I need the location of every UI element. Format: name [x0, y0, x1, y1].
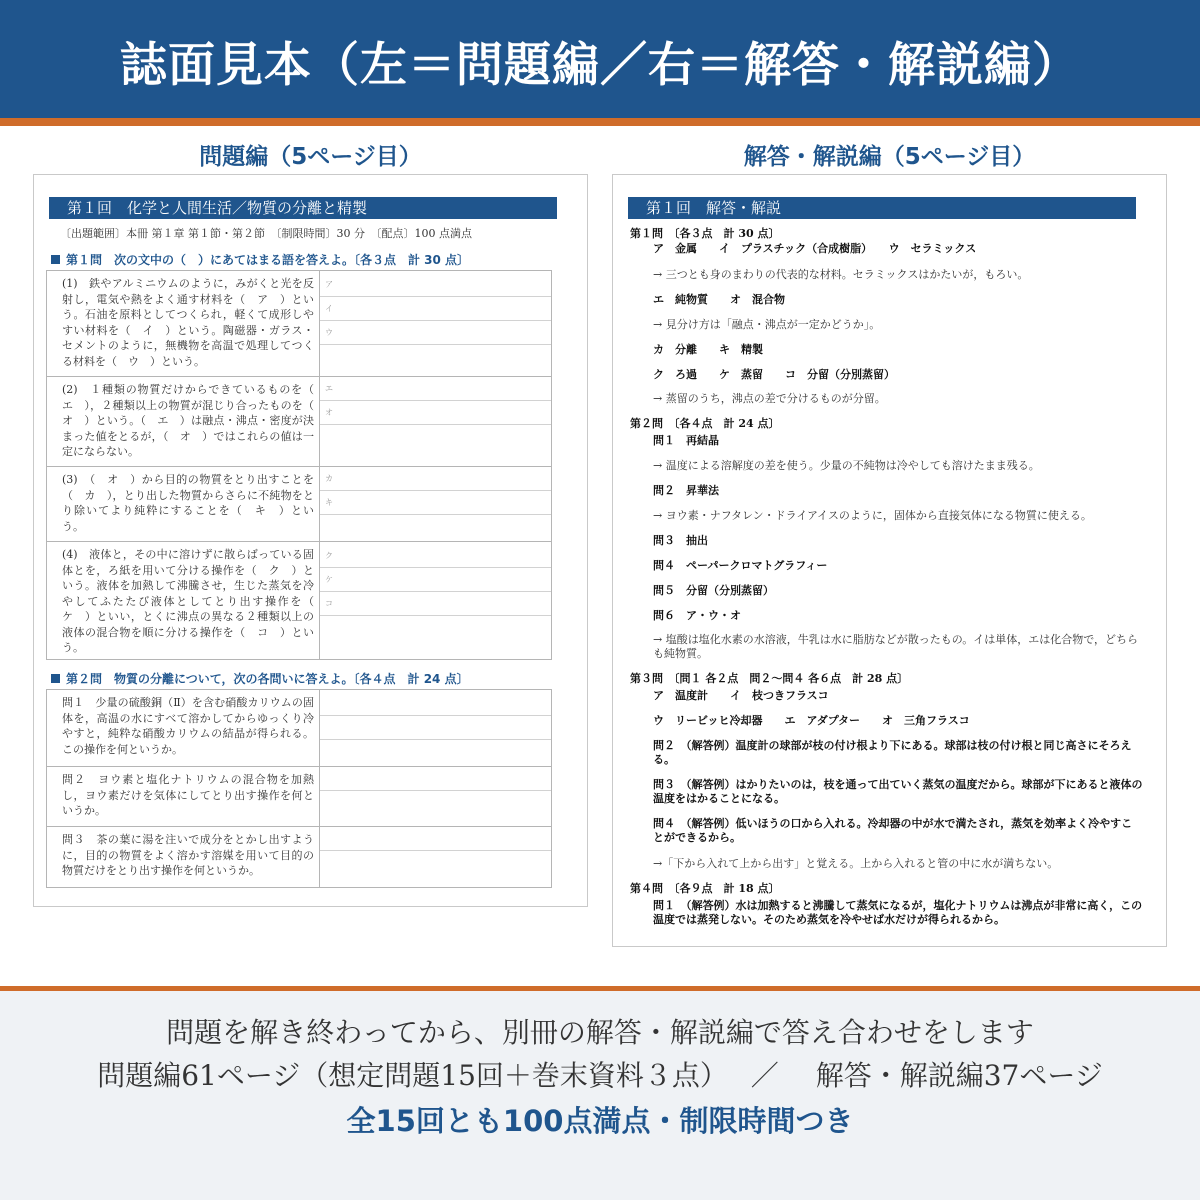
- answer-key-line: 問６ ア・ウ・オ: [653, 609, 741, 622]
- exam-range-info: 〔出題範囲〕本冊 第１章 第１節・第２節 〔制限時間〕30 分 〔配点〕100 点満点: [60, 227, 472, 240]
- answer-key-line: ア 温度計 イ 枝つきフラスコ: [653, 689, 829, 702]
- answer-key-line: 問３ 抽出: [653, 534, 708, 547]
- question-row: [47, 690, 551, 766]
- section1-heading: [51, 251, 469, 268]
- explanation-line: → 塩酸は塩化水素の水溶液，牛乳は水に脂肪などが散ったもの。イは単体，エは化合物で，どちらも純物質。: [653, 633, 1139, 660]
- question-text: 問３ 茶の葉に湯を注いで成分をとかし出すように，目的の物質をよく溶かす溶媒を用いて目的の物質だけをとり出す操作を何というか。: [47, 827, 320, 887]
- square-bullet-icon: [51, 674, 60, 683]
- answer-key-line: エ 純物質 オ 混合物: [653, 293, 785, 306]
- answer-line: [320, 767, 551, 791]
- answer-label: ケ: [325, 575, 333, 584]
- answer-label: カ: [325, 474, 333, 483]
- answer-section-heading: 第１問 〔各３点 計 30 点〕: [630, 227, 780, 240]
- answer-section-heading: 第３問 〔問１ 各２点 問２〜問４ 各６点 計 28 点〕: [630, 672, 909, 685]
- question-text: (2) １種類の物質だけからできているものを（ エ ），２種類以上の物質が混じり合ったものを（ オ ）という。（ エ ）は融点・沸点・密度が決まった値をとるが，（ オ ）ではこれらの値は一定にならない。: [47, 377, 320, 466]
- section2-heading: [51, 670, 469, 687]
- header-accent-rule: [0, 118, 1200, 126]
- answer-line: [320, 321, 551, 345]
- answer-key-line: 問２ 昇華法: [653, 484, 719, 497]
- section2-heading-text: 第２問 物質の分離について，次の各問いに答えよ。〔各４点 計 24 点〕: [66, 672, 469, 686]
- answer-line: [320, 377, 551, 401]
- question-row: [47, 271, 551, 376]
- answer-key-line: ク ろ過 ケ 蒸留 コ 分留（分別蒸留）: [653, 368, 895, 381]
- explanation-line: 問４ （解答例）低いほうの口から入れる。冷却器の中が水で満たされ，蒸気を効率よく冷やすことができるから。: [653, 817, 1133, 844]
- explanation-line: → ヨウ素・ナフタレン・ドライアイスのように，固体から直接気体になる物質に使える。: [653, 509, 1092, 522]
- explanation-line: → 見分け方は「融点・沸点が一定かどうか」。: [653, 318, 881, 331]
- answer-label: ア: [325, 280, 333, 289]
- answer-area: [320, 271, 551, 376]
- explanation-line: 問３ （解答例）はかりたいのは，枝を通って出ていく蒸気の温度だから。球部が下にあると液体の温度をはかることになる。: [653, 778, 1143, 805]
- answer-area: [320, 827, 551, 887]
- answer-key-line: 問５ 分留（分別蒸留）: [653, 584, 774, 597]
- footer-band: [0, 991, 1200, 1200]
- answer-line: [320, 273, 551, 297]
- question-row: [47, 466, 551, 541]
- answer-line: [320, 827, 551, 851]
- answer-label: ク: [325, 551, 333, 560]
- answer-key-line: カ 分離 キ 精製: [653, 343, 763, 356]
- footer-line-page-counts: 問題編61ページ（想定問題15回＋巻末資料３点） ／ 解答・解説編37ページ: [97, 1059, 1103, 1092]
- section1-question-table: [46, 270, 552, 660]
- section2-question-table: [46, 689, 552, 888]
- answer-label: エ: [325, 384, 333, 393]
- explanation-line: → 蒸留のうち，沸点の差で分けるものが分留。: [653, 392, 886, 405]
- answer-label: キ: [325, 498, 333, 507]
- explanation-line: 問２ （解答例）温度計の球部が枝の付け根より下にある。球部は枝の付け根と同じ高さにそろえる。: [653, 739, 1132, 766]
- explanation-line: 問１ （解答例）水は加熱すると沸騰して蒸気になるが，塩化ナトリウムは沸点が非常に高く，この温度では蒸発しない。そのため蒸気を冷やせば水だけが得られるから。: [653, 899, 1143, 926]
- answer-line: [320, 297, 551, 321]
- answer-label: コ: [325, 599, 333, 608]
- answer-line: [320, 592, 551, 616]
- question-text: (3) （ オ ）から目的の物質をとり出すことを（ カ ），とり出した物質からさらに不純物をとり除いてより純粋にすることを（ キ ）という。: [47, 467, 320, 541]
- question-row: [47, 541, 551, 659]
- question-text: 問１ 少量の硫酸銅（Ⅱ）を含む硝酸カリウムの固体を，高温の水にすべて溶かしてからゆっくり冷やすと，純粋な硝酸カリウムの結晶が得られる。この操作を何というか。: [47, 690, 320, 766]
- answer-key-line: ア 金属 イ プラスチック（合成樹脂） ウ セラミックス: [653, 242, 977, 255]
- round-title-bar: 第１回 化学と人間生活／物質の分離と精製: [49, 197, 557, 219]
- answer-line: [320, 692, 551, 716]
- question-text: (1) 鉄やアルミニウムのように，みがくと光を反射し，電気や熱をよく通す材料を（ ア ）という。石油を原料としてつくられ，軽くて成形しやすい材料を（ イ ）という。陶磁器・ガラス・セメントのように，無機物を高温で処理してつくる材料を（ ウ ）という。: [47, 271, 320, 376]
- answer-area: [320, 377, 551, 466]
- footer-line-instructions: 問題を解き終わってから、別冊の解答・解説編で答え合わせをします: [166, 1016, 1034, 1049]
- answer-line: [320, 544, 551, 568]
- question-row: [47, 376, 551, 466]
- answer-key-line: 問４ ペーパークロマトグラフィー: [653, 559, 828, 572]
- answer-page-sample: [612, 174, 1167, 947]
- answer-line: [320, 467, 551, 491]
- answer-key-line: ウ リービッヒ冷却器 エ アダプター オ 三角フラスコ: [653, 714, 970, 727]
- answer-area: [320, 767, 551, 826]
- answer-label: ウ: [325, 328, 333, 337]
- page-title: 誌面見本（左＝問題編／右＝解答・解説編）: [120, 38, 1080, 93]
- top-header: [0, 0, 1200, 118]
- left-panel-title: 問題編（5ページ目）: [199, 144, 422, 170]
- answer-section-heading: 第４問 〔各９点 計 18 点〕: [630, 882, 780, 895]
- answer-key-line: 問１ 再結晶: [653, 434, 719, 447]
- section1-heading-text: 第１問 次の文中の（ ）にあてはまる語を答えよ。〔各３点 計 30 点〕: [66, 253, 470, 267]
- explanation-line: → 温度による溶解度の差を使う。少量の不純物は冷やしても溶けたまま残る。: [653, 459, 1040, 472]
- question-text: 問２ ヨウ素と塩化ナトリウムの混合物を加熱し，ヨウ素だけを気体にしてとり出す操作を何というか。: [47, 767, 320, 826]
- round-title-bar: 第１回 解答・解説: [628, 197, 1136, 219]
- explanation-line: → 三つとも身のまわりの代表的な材料。セラミックスはかたいが，もろい。: [653, 268, 1029, 281]
- answer-label: イ: [325, 304, 333, 313]
- square-bullet-icon: [51, 255, 60, 264]
- question-text: (4) 液体と，その中に溶けずに散らばっている固体とを，ろ紙を用いて分ける操作を（ ク ）という。液体を加熱して沸騰させ，生じた蒸気を冷やしてふたたび液体としてとり出す操作を（ ケ ）といい，とくに沸点の異なる２種類以上の液体の混合物を順に分ける操作を（ コ ）という。: [47, 542, 320, 659]
- answer-line: [320, 401, 551, 425]
- answer-area: [320, 690, 551, 766]
- answer-area: [320, 542, 551, 659]
- answer-line: [320, 716, 551, 740]
- answer-section-heading: 第２問 〔各４点 計 24 点〕: [630, 417, 780, 430]
- question-page-sample: [33, 174, 588, 907]
- answer-line: [320, 491, 551, 515]
- right-panel-title: 解答・解説編（5ページ目）: [743, 144, 1036, 170]
- answer-label: オ: [325, 408, 333, 417]
- answer-area: [320, 467, 551, 541]
- footer-line-highlight: 全15回とも100点満点・制限時間つき: [346, 1104, 854, 1138]
- question-row: [47, 766, 551, 826]
- explanation-line: →「下から入れて上から出す」と覚える。上から入れると管の中に水が満ちない。: [653, 857, 1059, 870]
- answer-line: [320, 568, 551, 592]
- question-row: [47, 826, 551, 887]
